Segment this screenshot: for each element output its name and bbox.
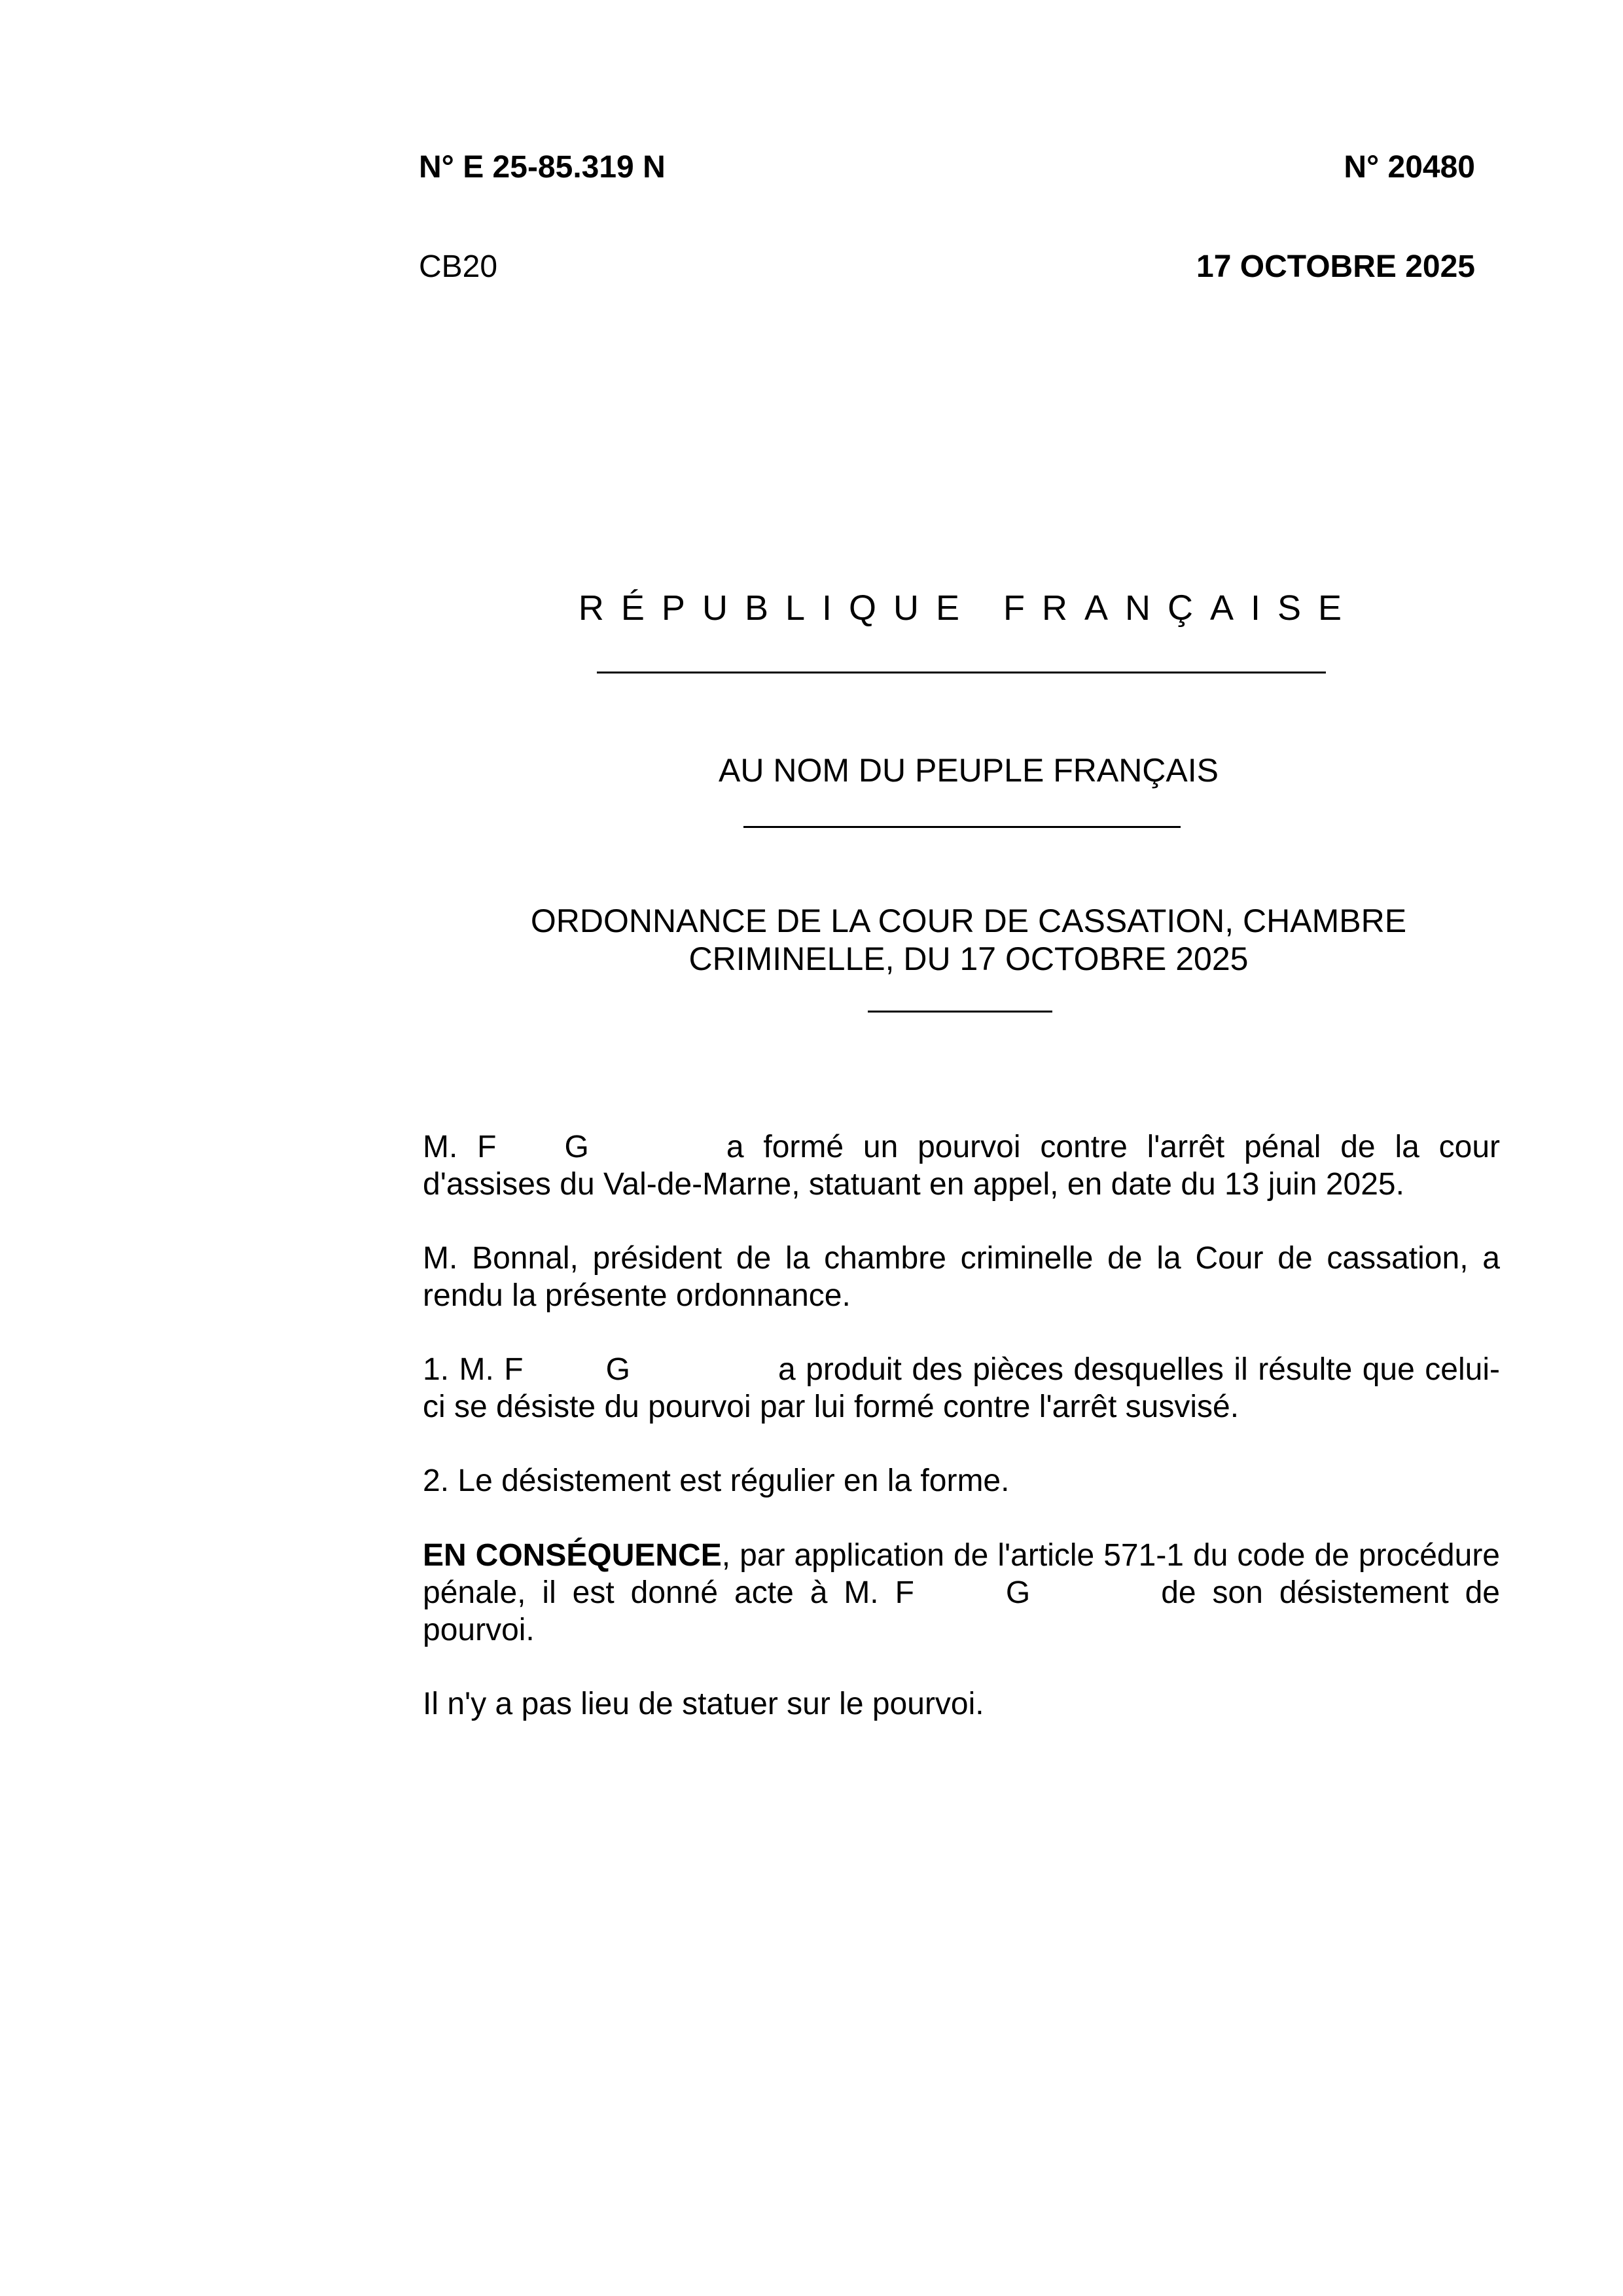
- paragraph-text: , par application de l'article 571-1 du code de procédure pénale, il est donné acte à M. F: [423, 1538, 1501, 1610]
- paragraph-conclusion: Il n'y a pas lieu de statuer sur le pourvoi.: [423, 1687, 984, 1721]
- paragraph-text: 1. M. F: [423, 1352, 524, 1387]
- paragraph-text: a formé un pourvoi contre l'arrêt pénal de la cour d'assises du Val-de-Marne, statuant en appel, en date du 13 juin 2025.: [423, 1130, 1501, 1202]
- case-number: N° E 25-85.319 N: [419, 150, 666, 185]
- decision-number: N° 20480: [1344, 150, 1475, 185]
- divider-rule: [868, 1011, 1052, 1013]
- paragraph-text: M. F: [423, 1130, 497, 1164]
- divider-rule: [743, 826, 1181, 828]
- paragraph-text: G: [605, 1352, 630, 1387]
- people-heading: AU NOM DU PEUPLE FRANÇAIS: [718, 752, 1219, 789]
- paragraph-text: de son désistement de pourvoi.: [423, 1575, 1500, 1647]
- chamber-code: CB20: [419, 249, 498, 284]
- paragraph-pieces: [423, 1351, 1500, 1426]
- paragraph-regularite: 2. Le désistement est régulier en la forme.: [423, 1463, 1010, 1498]
- ordonnance-heading-line1: ORDONNANCE DE LA COUR DE CASSATION, CHAMBRE: [530, 903, 1407, 939]
- ordonnance-heading-line2: CRIMINELLE, DU 17 OCTOBRE 2025: [688, 941, 1249, 977]
- paragraph-text: G: [1005, 1575, 1031, 1610]
- paragraph-president: M. Bonnal, président de la chambre criminelle de la Cour de cassation, a rendu la présente ordonnance.: [423, 1241, 1500, 1313]
- paragraph-text: G: [564, 1130, 589, 1164]
- divider-rule: [597, 672, 1326, 673]
- decision-date: 17 OCTOBRE 2025: [1196, 249, 1475, 284]
- paragraph-consequence: [423, 1537, 1500, 1649]
- paragraph-pourvoi: [423, 1128, 1500, 1203]
- republic-heading: RÉPUBLIQUE FRANÇAISE: [578, 588, 1359, 628]
- consequence-heading: EN CONSÉQUENCE: [423, 1538, 722, 1573]
- paragraph-text: a produit des pièces desquelles il résulte que celui-ci se désiste du pourvoi par lui formé contre l'arrêt susvisé.: [423, 1352, 1500, 1424]
